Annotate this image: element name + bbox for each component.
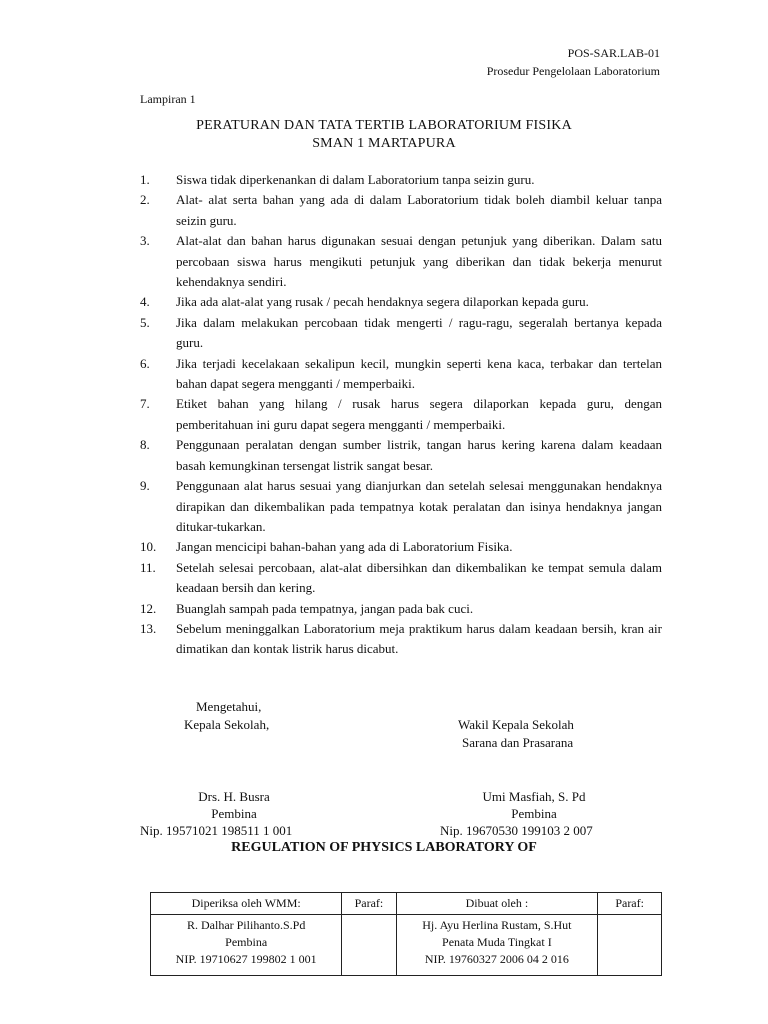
vice-principal-signature-block	[440, 788, 628, 839]
principal-signature-block	[140, 788, 328, 839]
rule-number: 12.	[140, 600, 157, 616]
made-by-name: Hj. Ayu Herlina Rustam, S.Hut	[422, 918, 572, 932]
rule-number: 8.	[140, 437, 150, 453]
rule-text: Etiket bahan yang hilang / rusak harus segera dilaporkan kepada guru, dengan pemberitahuan ini guru dapat segera mengganti / memperbaiki.	[176, 396, 662, 432]
rule-text: Jangan mencicipi bahan-bahan yang ada di Laboratorium Fisika.	[176, 539, 513, 555]
made-by-nip: NIP. 19760327 2006 04 2 016	[424, 952, 569, 966]
rules-list	[140, 170, 662, 660]
initial-header: Paraf:	[342, 893, 396, 915]
document-code: POS-SAR.LAB-01	[567, 46, 660, 60]
rule-item	[140, 354, 662, 395]
document-subtitle: Prosedur Pengelolaan Laboratorium	[486, 64, 660, 78]
vice-principal-department: Sarana dan Prasarana	[462, 735, 574, 750]
rule-item	[140, 537, 662, 557]
rule-number: 9.	[140, 478, 150, 494]
checked-by-rank: Pembina	[225, 935, 268, 949]
rule-text: Alat-alat dan bahan harus digunakan sesuai dengan petunjuk yang diberikan. Dalam satu percobaan siswa harus mengikuti petunjuk yang diberikan dan tidak bekerja menurut kehendaknya sendiri.	[176, 233, 662, 290]
rule-number: 1.	[140, 172, 150, 187]
checked-by-cell	[151, 915, 342, 976]
rule-item	[140, 292, 662, 312]
principal-role: Kepala Sekolah,	[184, 717, 270, 732]
rule-text: Penggunaan alat harus sesuai yang dianjurkan dan setelah selesai menggunakan hendaknya dirapikan dan dikembalikan pada tempatnya kotak peralatan dan isinya hendaknya jangan ditukar-tukarkan.	[176, 478, 662, 534]
checked-by-name: R. Dalhar Pilihanto.S.Pd	[186, 918, 306, 932]
rule-text: Setelah selesai percobaan, alat-alat dibersihkan dan dikembalikan ke tempat semula dalam keadaan bersih dan kering.	[176, 559, 662, 596]
vice-principal-role: Wakil Kepala Sekolah	[458, 717, 574, 732]
rule-text: Penggunaan peralatan dengan sumber listrik, tangan harus kering karena dalam keadaan basah kemungkinan tersengat listrik sangat besar.	[176, 437, 662, 473]
rule-text: Siswa tidak diperkenankan di dalam Laboratorium tanpa seizin guru.	[176, 172, 535, 187]
rule-number: 6.	[140, 355, 150, 371]
rule-item	[140, 170, 662, 190]
rule-text: Sebelum meninggalkan Laboratorium meja praktikum harus dalam keadaan bersih, kran air dimatikan dan kontak listrik harus dicabut.	[176, 620, 662, 657]
vice-principal-nip: Nip. 19670530 199103 2 007	[440, 823, 593, 838]
rule-item	[140, 190, 662, 231]
rule-text: Jika ada alat-alat yang rusak / pecah hendaknya segera dilaporkan kepada guru.	[176, 294, 589, 310]
approval-header-row	[151, 893, 662, 915]
checked-by-initial-cell	[342, 915, 396, 976]
rule-number: 3.	[140, 233, 150, 249]
rule-number: 11.	[140, 559, 156, 575]
vice-principal-name: Umi Masfiah, S. Pd	[482, 789, 586, 804]
rule-text: Jika terjadi kecelakaan sekalipun kecil, mungkin seperti kena kaca, terbakar dan tertelan bahan dapat segera mengganti / memperbaiki.	[176, 355, 662, 392]
attachment-label: Lampiran 1	[140, 92, 196, 106]
made-by-rank: Penata Muda Tingkat I	[442, 935, 552, 949]
rule-item	[140, 619, 662, 660]
rule-item	[140, 394, 662, 435]
rule-item	[140, 599, 662, 619]
known-label: Mengetahui,	[196, 699, 262, 714]
principal-nip: Nip. 19571021 198511 1 001	[140, 823, 293, 838]
checked-by-nip: NIP. 19710627 199802 1 001	[175, 952, 317, 966]
document-title: PERATURAN DAN TATA TERTIB LABORATORIUM FISIKA	[196, 118, 572, 133]
rule-item	[140, 231, 662, 292]
rule-item	[140, 313, 662, 354]
rule-number: 7.	[140, 396, 150, 412]
rule-item	[140, 558, 662, 599]
principal-rank: Pembina	[211, 806, 257, 821]
rule-text: Alat- alat serta bahan yang ada di dalam Laboratorium tidak boleh diambil keluar tanpa seizin guru.	[176, 192, 662, 228]
document-header	[487, 44, 660, 80]
rule-number: 13.	[140, 620, 157, 636]
regulation-heading: REGULATION OF PHYSICS LABORATORY OF	[231, 840, 537, 855]
checked-by-header: Diperiksa oleh WMM:	[151, 893, 342, 915]
rule-number: 5.	[140, 314, 150, 330]
rule-item	[140, 476, 662, 537]
rule-number: 10.	[140, 539, 157, 555]
rule-text: Buanglah sampah pada tempatnya, jangan pada bak cuci.	[176, 600, 474, 616]
principal-name: Drs. H. Busra	[198, 789, 270, 804]
rule-number: 2.	[140, 192, 150, 208]
rule-item	[140, 435, 662, 476]
initial-header: Paraf:	[598, 893, 662, 915]
made-by-header: Dibuat oleh :	[396, 893, 598, 915]
rule-number: 4.	[140, 294, 150, 310]
school-name: SMAN 1 MARTAPURA	[312, 136, 456, 151]
made-by-cell	[396, 915, 598, 976]
rule-text: Jika dalam melakukan percobaan tidak mengerti / ragu-ragu, segeralah bertanya kepada guru.	[176, 314, 662, 351]
approval-table	[150, 892, 662, 976]
vice-principal-rank: Pembina	[511, 806, 557, 821]
made-by-initial-cell	[598, 915, 662, 976]
approval-body-row	[151, 915, 662, 976]
